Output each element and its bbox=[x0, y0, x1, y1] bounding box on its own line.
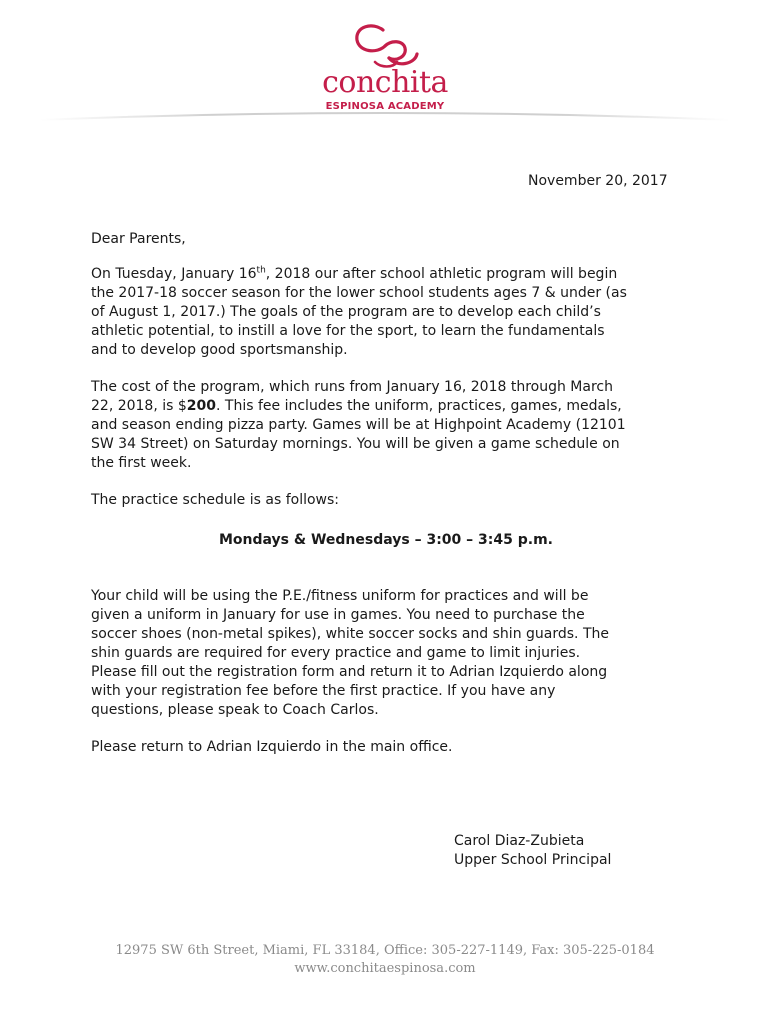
paragraph-uniform-info: Your child will be using the P.E./fitness uniform for practices and will be given a uniform in January for use in games. You need to purchase the soccer shoes (non-metal spikes), white soccer socks and shin guards. The shin guards are required for every practice and game to limit injuries. Please fill out the registration form and return it to Adrian Izquierdo along with your registration fee before the first practice. If you have any questions, please speak to Coach Carlos. bbox=[91, 588, 609, 718]
signature-name: Carol Diaz-Zubieta bbox=[454, 833, 585, 849]
header-divider bbox=[40, 108, 730, 132]
footer-address: 12975 SW 6th Street, Miami, FL 33184, Office: 305-227-1149, Fax: 305-225-0184 bbox=[115, 943, 655, 958]
para2-start: The cost of the program, which runs from January 16, 2018 through March 22, 2018, is $ bbox=[91, 379, 613, 414]
practice-schedule: Mondays & Wednesdays – 3:00 – 3:45 p.m. bbox=[219, 532, 553, 548]
paragraph-program-intro bbox=[91, 265, 691, 360]
salutation: Dear Parents, bbox=[91, 231, 186, 247]
footer-website: www.conchitaespinosa.com bbox=[294, 961, 476, 976]
school-logo bbox=[300, 22, 470, 118]
program-fee: 200 bbox=[186, 398, 217, 414]
para1-rest: , 2018 our after school athletic program will begin the 2017-18 soccer season for the lower school students ages 7 & under (as of August 1, 2017.) The goals of the program are to develop each child’s athletic potential, to instill a love for the sport, to learn the fundamentals and to develop good sportsmanship. bbox=[91, 266, 627, 358]
logo-wordmark: conchita bbox=[322, 65, 448, 100]
para1-superscript: th bbox=[256, 265, 266, 276]
para2-rest: . This fee includes the uniform, practices, games, medals, and season ending pizza party. Games will be at Highpoint Academy (12101 SW 34 Street) on Saturday mornings. You will be given a game schedule on the first week. bbox=[91, 398, 626, 471]
letter-date: November 20, 2017 bbox=[528, 173, 668, 189]
para1-start: On Tuesday, January 16 bbox=[91, 266, 257, 282]
logo-subtitle: ESPINOSA ACADEMY bbox=[325, 101, 445, 112]
signature-title: Upper School Principal bbox=[454, 852, 612, 868]
signature-block bbox=[454, 832, 611, 870]
paragraph-program-cost bbox=[91, 378, 691, 473]
paragraph-return-note: Please return to Adrian Izquierdo in the main office. bbox=[91, 739, 453, 755]
paragraph-schedule-intro: The practice schedule is as follows: bbox=[91, 492, 339, 508]
letterhead-footer bbox=[0, 942, 770, 978]
